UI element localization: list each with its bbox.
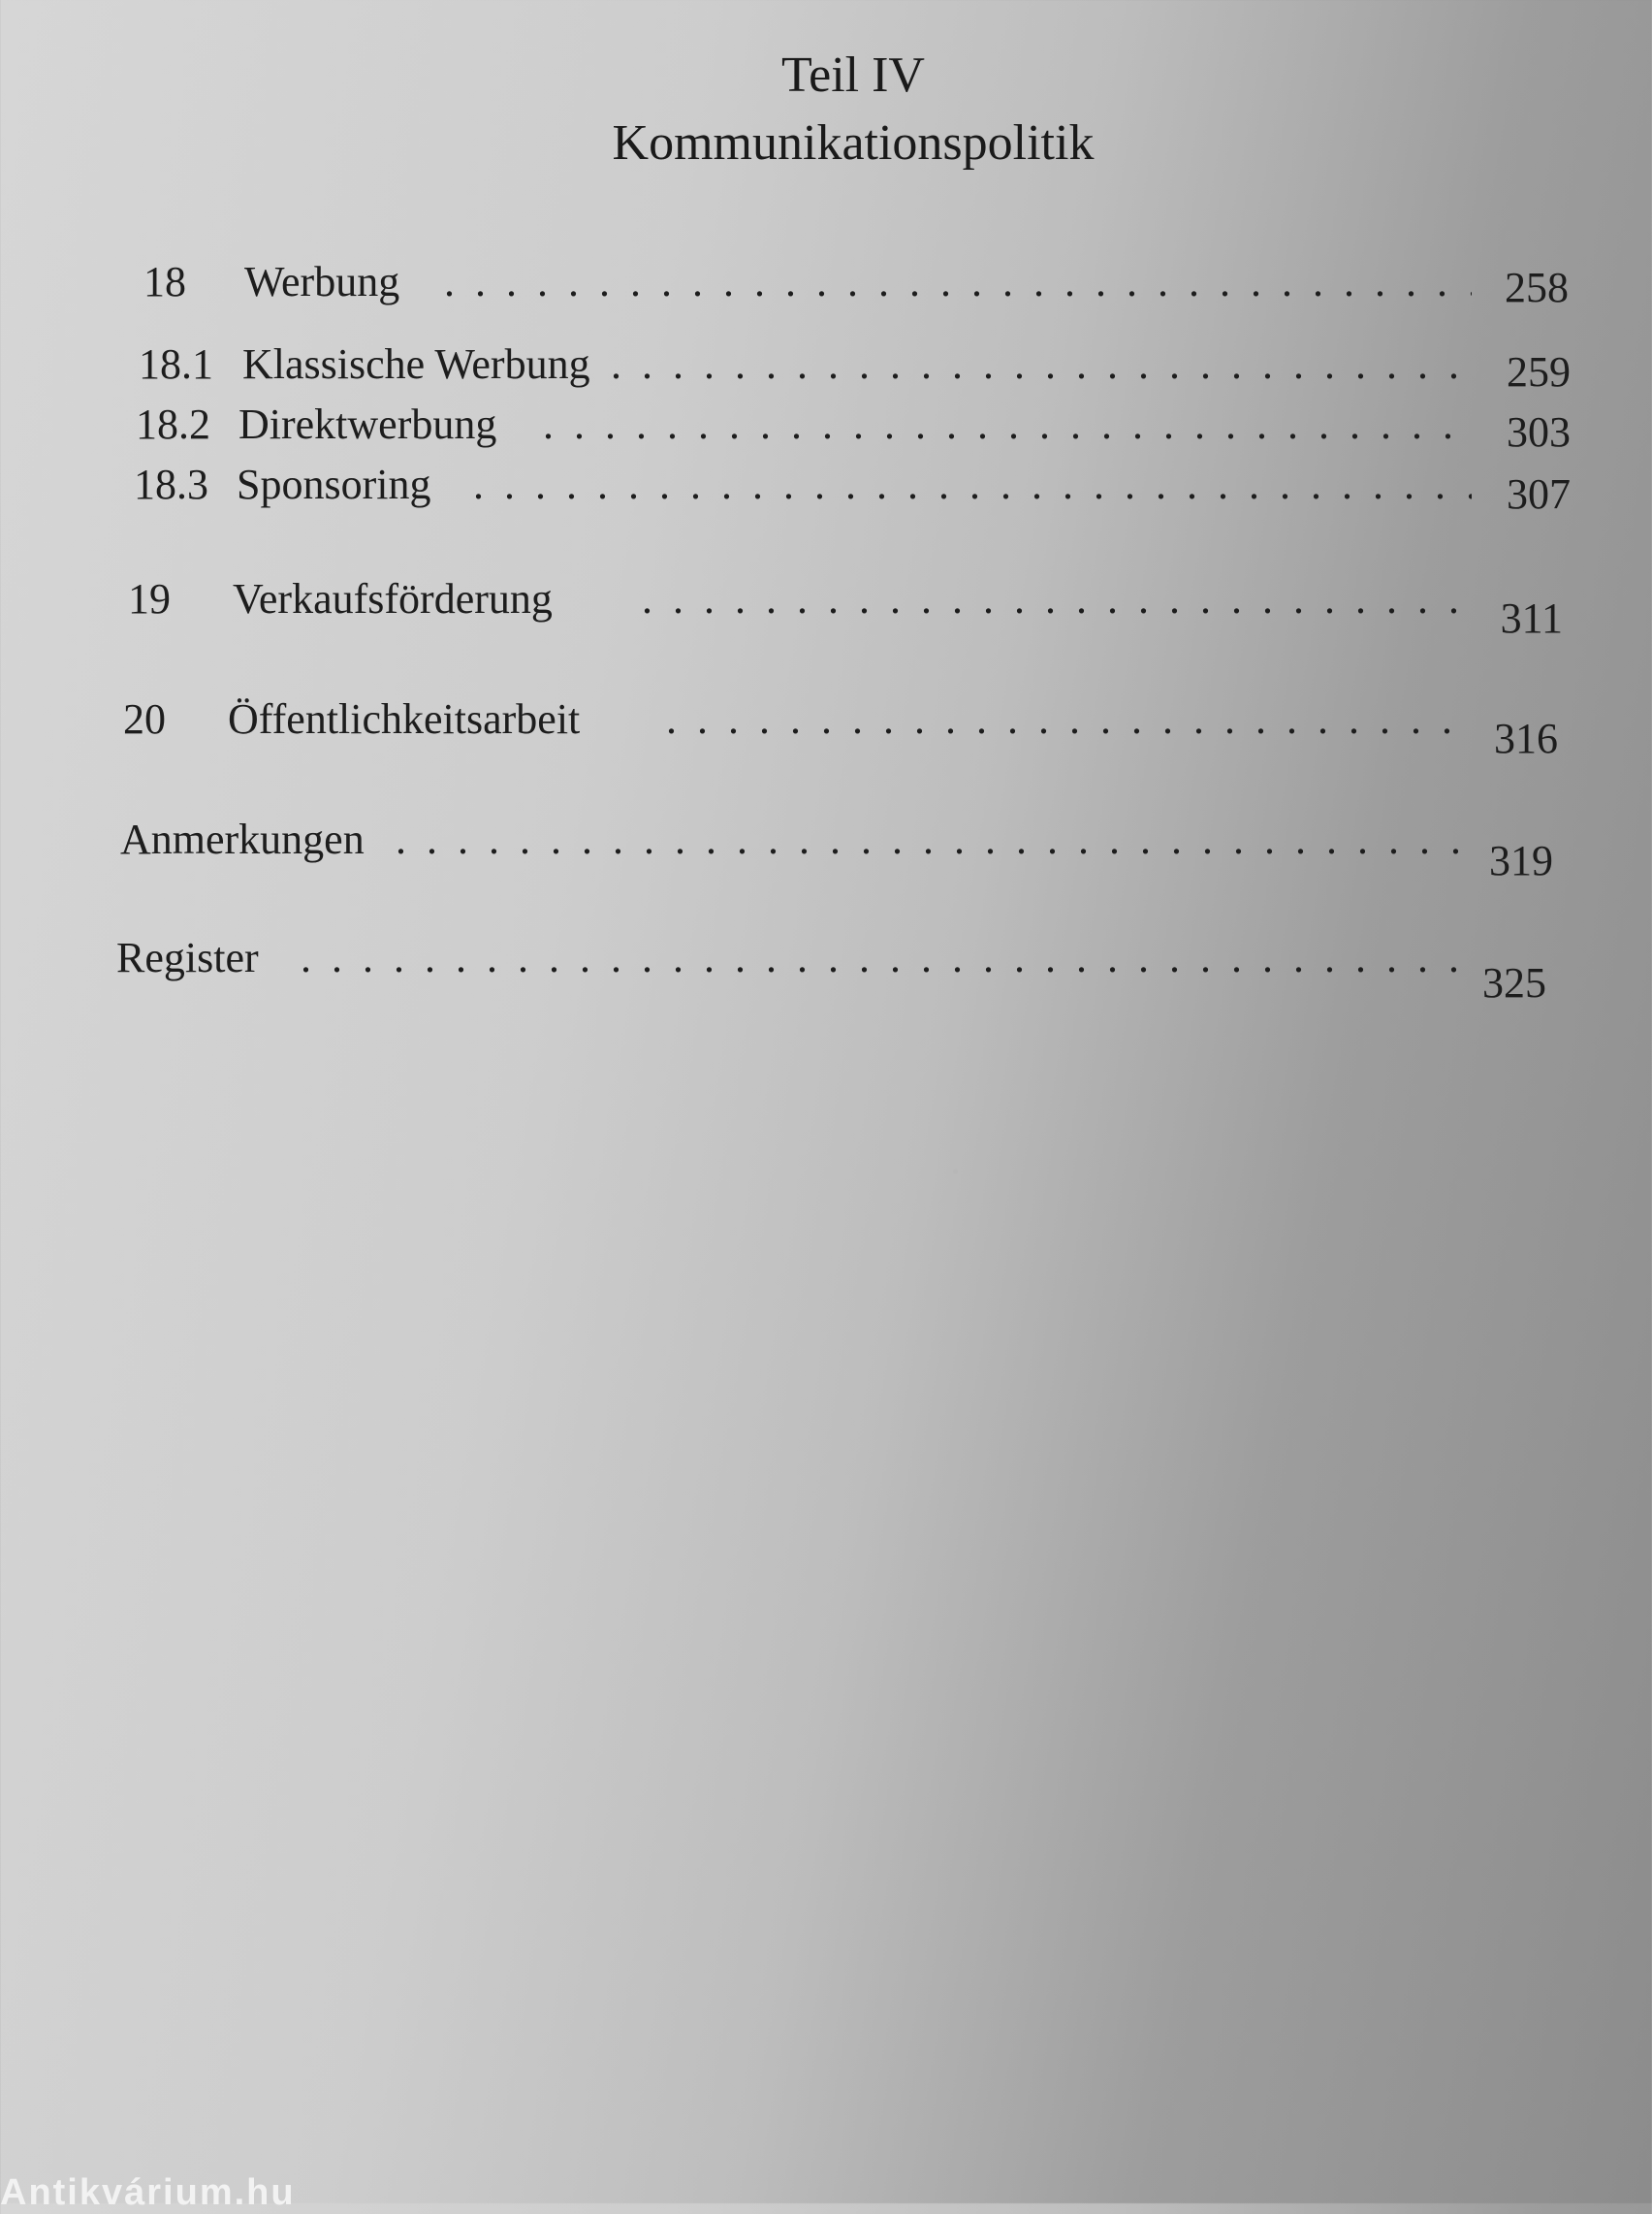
leader-dots bbox=[396, 815, 1472, 864]
toc-entry bbox=[116, 933, 1569, 1007]
show-through-text: . bbox=[950, 1136, 961, 1183]
toc-entry bbox=[123, 694, 1569, 762]
leader-dots bbox=[666, 694, 1471, 744]
toc-entry-page: 325 bbox=[1482, 959, 1546, 1007]
toc-entry-title: Öffentlichkeitsarbeit bbox=[228, 695, 581, 743]
leader-dots bbox=[543, 400, 1474, 449]
leader-dots bbox=[444, 257, 1472, 306]
toc-entry-title: Verkaufsförderung bbox=[233, 575, 553, 623]
leader-dots bbox=[642, 574, 1471, 624]
toc-entry-title: Register bbox=[116, 934, 259, 981]
leader-dots bbox=[301, 933, 1464, 982]
toc-entry-title: Klassische Werbung bbox=[242, 340, 590, 388]
part-label: Teil IV bbox=[781, 48, 925, 103]
toc-entry bbox=[143, 257, 1569, 315]
toc-entry-number: 18 bbox=[143, 258, 186, 305]
toc-entry-page: 311 bbox=[1500, 594, 1563, 642]
toc-entry-page: 316 bbox=[1494, 715, 1558, 762]
leader-dots bbox=[611, 339, 1474, 389]
toc-entry bbox=[134, 460, 1569, 518]
toc-entry-number: 18.2 bbox=[136, 401, 210, 448]
watermark: Antikvárium.hu bbox=[0, 2172, 296, 2213]
toc-entry bbox=[139, 339, 1569, 398]
toc-entry-title: Anmerkungen bbox=[120, 816, 365, 863]
toc-entry bbox=[120, 815, 1569, 884]
toc-entry-page: 307 bbox=[1507, 470, 1571, 518]
toc-entry-page: 303 bbox=[1507, 408, 1571, 456]
toc-entry-page: 259 bbox=[1507, 348, 1571, 396]
leader-dots bbox=[473, 460, 1472, 509]
toc-entry-number: 18.3 bbox=[134, 461, 208, 508]
toc-entry-page: 258 bbox=[1505, 264, 1569, 311]
toc-entry bbox=[136, 400, 1569, 458]
toc-entry-number: 19 bbox=[128, 575, 171, 623]
toc-entry-number: 20 bbox=[123, 695, 166, 743]
toc-entry bbox=[128, 574, 1569, 642]
toc-entry-title: Werbung bbox=[244, 258, 400, 305]
part-title: Kommunikationspolitik bbox=[612, 115, 1095, 171]
toc-entry-number: 18.1 bbox=[139, 340, 213, 388]
toc-entry-page: 319 bbox=[1489, 837, 1553, 884]
toc-entry-title: Direktwerbung bbox=[238, 401, 497, 448]
toc-entry-title: Sponsoring bbox=[237, 461, 431, 508]
